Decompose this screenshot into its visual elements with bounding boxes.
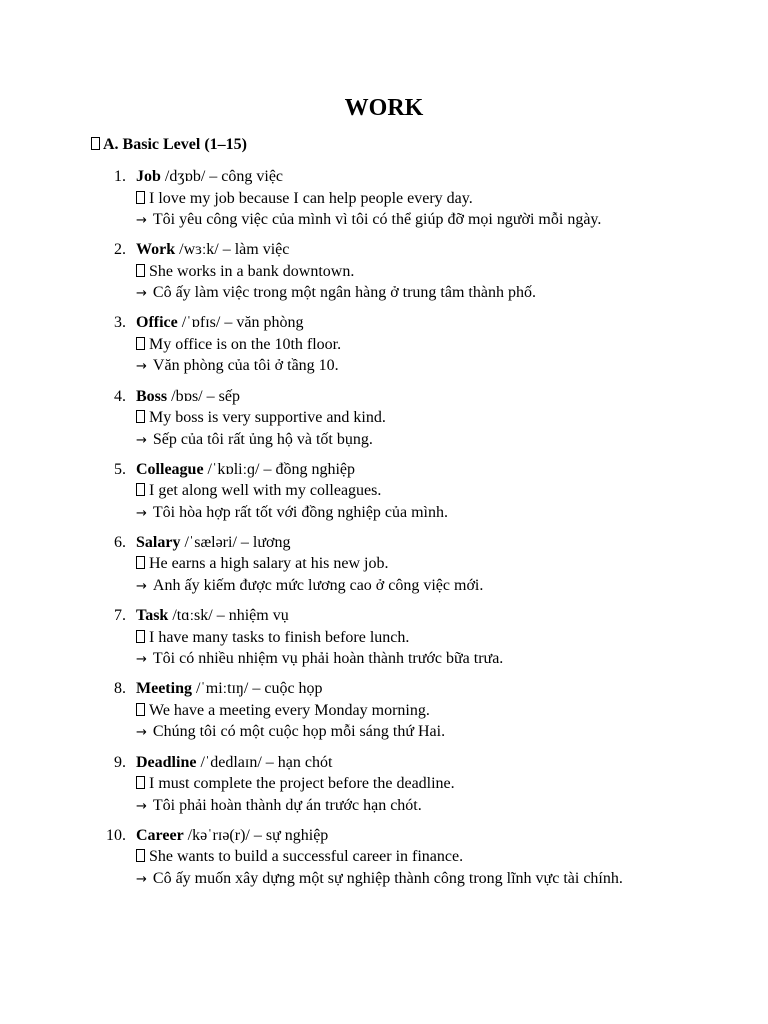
entry-example-vi bbox=[136, 795, 422, 818]
entry-example-en bbox=[136, 773, 455, 795]
entry-definition: /ˈmiːtɪŋ/ – cuộc họp bbox=[191, 680, 323, 698]
entry-example-vi bbox=[136, 868, 623, 891]
example-box-icon bbox=[136, 264, 145, 277]
entry-headword-line bbox=[136, 678, 323, 700]
entry-word: Boss bbox=[136, 387, 168, 405]
list-item bbox=[0, 312, 768, 385]
example-box-icon bbox=[136, 483, 145, 496]
list-item bbox=[0, 678, 768, 751]
example-en-text: My office is on the 10th floor. bbox=[149, 335, 342, 353]
arrow-right-icon: → bbox=[136, 286, 147, 302]
entry-word: Salary bbox=[136, 533, 181, 551]
entry-number: 1. bbox=[114, 168, 126, 185]
arrow-right-icon: → bbox=[136, 359, 147, 375]
entry-number: 6. bbox=[114, 533, 126, 551]
example-en-text: I have many tasks to finish before lunch. bbox=[149, 628, 410, 646]
arrow-right-icon: → bbox=[136, 432, 147, 448]
entry-word: Job bbox=[136, 168, 161, 185]
example-box-icon bbox=[136, 703, 145, 716]
example-en-text: I love my job because I can help people every day. bbox=[149, 189, 473, 207]
entry-word: Task bbox=[136, 607, 169, 625]
list-item bbox=[0, 752, 768, 825]
arrow-right-icon: → bbox=[136, 213, 147, 228]
list-item bbox=[0, 605, 768, 678]
example-box-icon bbox=[136, 556, 145, 569]
example-vi-text: Tôi phải hoàn thành dự án trước hạn chót. bbox=[152, 796, 422, 814]
list-item bbox=[0, 386, 768, 459]
example-en-text: She works in a bank downtown. bbox=[149, 262, 355, 280]
arrow-right-icon: → bbox=[136, 798, 147, 814]
entry-example-en bbox=[136, 334, 341, 356]
example-vi-text: Anh ấy kiếm được mức lương cao ở công việc mới. bbox=[152, 576, 484, 594]
entry-headword-line bbox=[136, 312, 303, 334]
example-vi-text: Tôi hòa hợp rất tốt với đồng nghiệp của mình. bbox=[152, 503, 448, 521]
vocabulary-list bbox=[0, 166, 768, 898]
list-item bbox=[0, 825, 768, 898]
entry-headword-line bbox=[136, 386, 240, 408]
entry-example-en bbox=[136, 627, 409, 649]
checkbox-glyph-icon bbox=[91, 137, 100, 150]
entry-example-en bbox=[136, 700, 430, 722]
entry-definition: /ˈkɒliːɡ/ – đồng nghiệp bbox=[203, 460, 356, 478]
entry-headword-line bbox=[136, 166, 283, 188]
arrow-right-icon: → bbox=[136, 505, 147, 521]
entry-number: 3. bbox=[114, 314, 126, 332]
example-vi-text: Tôi yêu công việc của mình vì tôi có thể giúp đỡ mọi người mỗi ngày. bbox=[152, 211, 602, 228]
entry-word: Work bbox=[136, 241, 176, 259]
example-vi-text: Tôi có nhiều nhiệm vụ phải hoàn thành trước bữa trưa. bbox=[152, 650, 504, 668]
example-vi-text: Cô ấy muốn xây dựng một sự nghiệp thành công trong lĩnh vực tài chính. bbox=[152, 869, 623, 887]
entry-word: Career bbox=[136, 826, 184, 844]
list-item bbox=[0, 532, 768, 605]
entry-definition: /dʒɒb/ – công việc bbox=[160, 168, 284, 185]
entry-word: Deadline bbox=[136, 753, 197, 771]
section-heading-text: A. Basic Level (1–15) bbox=[103, 136, 247, 153]
list-item bbox=[0, 239, 768, 312]
example-vi-text: Văn phòng của tôi ở tầng 10. bbox=[152, 357, 339, 375]
entry-example-en bbox=[136, 553, 388, 575]
entry-number: 8. bbox=[114, 680, 126, 698]
entry-definition: /ˈsæləri/ – lương bbox=[180, 533, 291, 551]
entry-example-en bbox=[136, 407, 386, 429]
entry-example-vi bbox=[136, 282, 536, 305]
entry-definition: /kəˈrɪə(r)/ – sự nghiệp bbox=[183, 826, 329, 844]
entry-headword-line bbox=[136, 752, 332, 774]
example-box-icon bbox=[136, 410, 145, 423]
section-heading bbox=[91, 134, 247, 156]
entry-example-vi bbox=[136, 355, 339, 378]
example-en-text: My boss is very supportive and kind. bbox=[149, 409, 386, 427]
arrow-right-icon: → bbox=[136, 652, 147, 668]
arrow-right-icon: → bbox=[136, 725, 147, 741]
example-box-icon bbox=[136, 191, 145, 204]
entry-number: 5. bbox=[114, 460, 126, 478]
entry-example-en bbox=[136, 480, 381, 502]
entry-number: 4. bbox=[114, 387, 126, 405]
entry-number: 10. bbox=[106, 826, 126, 844]
entry-example-vi bbox=[136, 209, 601, 232]
example-vi-text: Sếp của tôi rất ủng hộ và tốt bụng. bbox=[152, 430, 373, 448]
example-box-icon bbox=[136, 776, 145, 789]
example-en-text: She wants to build a successful career in finance. bbox=[149, 848, 464, 866]
entry-example-vi bbox=[136, 721, 445, 744]
example-en-text: I must complete the project before the deadline. bbox=[149, 775, 455, 792]
entry-example-vi bbox=[136, 648, 503, 671]
entry-example-vi bbox=[136, 429, 373, 452]
example-vi-text: Cô ấy làm việc trong một ngân hàng ở trung tâm thành phố. bbox=[152, 284, 536, 302]
entry-definition: /tɑːsk/ – nhiệm vụ bbox=[168, 607, 289, 625]
entry-number: 2. bbox=[114, 241, 126, 259]
entry-example-en bbox=[136, 261, 354, 283]
arrow-right-icon: → bbox=[136, 871, 147, 887]
entry-headword-line bbox=[136, 459, 355, 481]
list-item bbox=[0, 166, 768, 239]
example-en-text: I get along well with my colleagues. bbox=[149, 482, 382, 500]
entry-example-vi bbox=[136, 575, 483, 598]
entry-definition: /ˈɒfɪs/ – văn phòng bbox=[177, 314, 304, 332]
entry-example-en bbox=[136, 846, 463, 868]
example-en-text: He earns a high salary at his new job. bbox=[149, 555, 389, 573]
list-item bbox=[0, 459, 768, 532]
document-title: WORK bbox=[344, 95, 424, 121]
entry-definition: /wɜːk/ – làm việc bbox=[175, 241, 290, 259]
example-box-icon bbox=[136, 630, 145, 643]
entry-headword-line bbox=[136, 239, 289, 261]
entry-definition: /bɒs/ – sếp bbox=[167, 387, 240, 405]
example-en-text: We have a meeting every Monday morning. bbox=[149, 701, 430, 719]
entry-headword-line bbox=[136, 605, 289, 627]
entry-headword-line bbox=[136, 825, 328, 847]
entry-definition: /ˈdedlaɪn/ – hạn chót bbox=[196, 753, 333, 771]
entry-word: Colleague bbox=[136, 460, 204, 478]
arrow-right-icon: → bbox=[136, 578, 147, 594]
entry-word: Office bbox=[136, 314, 178, 332]
example-box-icon bbox=[136, 849, 145, 862]
entry-word: Meeting bbox=[136, 680, 192, 698]
entry-example-vi bbox=[136, 502, 448, 525]
entry-example-en bbox=[136, 188, 473, 210]
example-vi-text: Chúng tôi có một cuộc họp mỗi sáng thứ Hai. bbox=[152, 723, 446, 741]
entry-headword-line bbox=[136, 532, 290, 554]
entry-number: 9. bbox=[114, 753, 126, 771]
example-box-icon bbox=[136, 337, 145, 350]
entry-number: 7. bbox=[114, 607, 126, 625]
